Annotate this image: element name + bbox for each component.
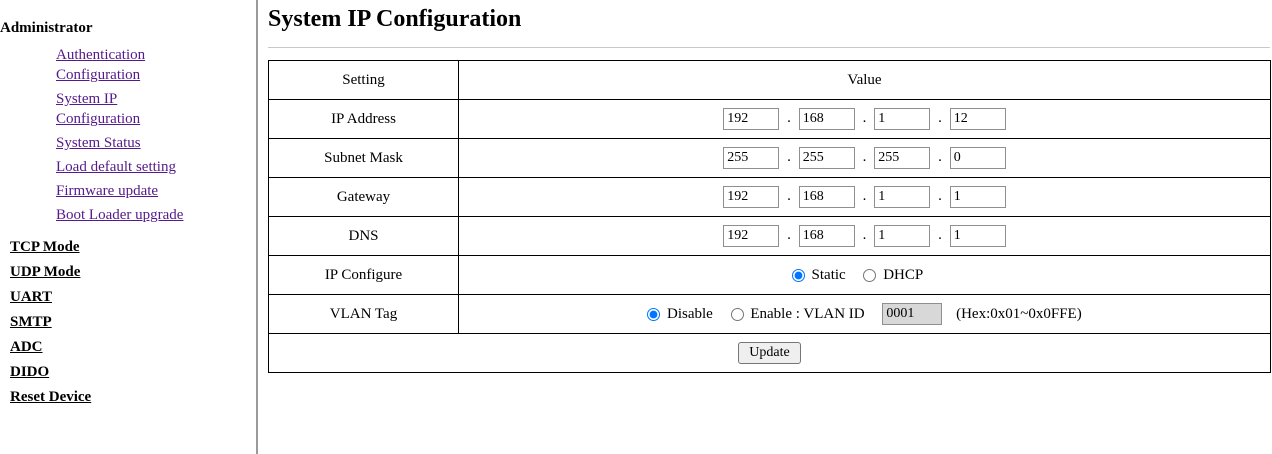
table-header-row	[269, 61, 1271, 100]
vlan-id-input[interactable]	[882, 303, 942, 325]
table-row-dns	[269, 217, 1271, 256]
ip-address-dot-1: .	[787, 110, 791, 126]
subnet-mask-octets	[723, 147, 1006, 169]
value-vlan-tag	[459, 295, 1271, 334]
sidebar	[0, 0, 258, 454]
ip-address-octet-4[interactable]	[950, 108, 1006, 130]
subnet-mask-octet-2[interactable]	[799, 147, 855, 169]
value-gateway	[459, 178, 1271, 217]
vlan-id-hint: (Hex:0x01~0x0FFE)	[956, 305, 1082, 322]
ip-address-octet-2[interactable]	[799, 108, 855, 130]
ip-address-dot-2: .	[862, 110, 867, 126]
sidebar-item-load-default-setting[interactable]: Load default setting	[56, 159, 176, 175]
header-setting: Setting	[269, 61, 459, 100]
gateway-octet-2[interactable]	[799, 186, 855, 208]
vlan-enable-label: Enable : VLAN ID	[750, 305, 865, 322]
update-button[interactable]: Update	[738, 342, 800, 364]
ip-address-octet-1[interactable]	[723, 108, 779, 130]
vlan-disable-radio[interactable]	[647, 308, 660, 321]
gateway-dot-3: .	[938, 188, 942, 204]
vlan-enable-radio[interactable]	[731, 308, 744, 321]
table-row-gateway	[269, 178, 1271, 217]
title-divider	[268, 47, 1270, 48]
value-ip-configure	[459, 256, 1271, 295]
label-ip-configure: IP Configure	[269, 256, 459, 295]
vlan-disable-label: Disable	[667, 305, 713, 322]
main-content	[268, 0, 1272, 373]
ip-address-octets	[723, 108, 1006, 130]
sidebar-item-udp-mode[interactable]: UDP Mode	[10, 264, 81, 280]
label-dns: DNS	[269, 217, 459, 256]
gateway-octet-1[interactable]	[723, 186, 779, 208]
dns-octets	[723, 225, 1006, 247]
dns-octet-3[interactable]	[874, 225, 930, 247]
dns-octet-1[interactable]	[723, 225, 779, 247]
sidebar-title: Administrator	[0, 20, 93, 36]
gateway-octets	[723, 186, 1006, 208]
label-gateway: Gateway	[269, 178, 459, 217]
subnet-mask-octet-1[interactable]	[723, 147, 779, 169]
table-row-vlan-tag	[269, 295, 1271, 334]
header-value: Value	[459, 61, 1271, 100]
ip-address-octet-3[interactable]	[874, 108, 930, 130]
ip-address-dot-3: .	[938, 110, 942, 126]
sidebar-item-dido[interactable]: DIDO	[10, 364, 50, 380]
subnet-mask-dot-1: .	[787, 149, 791, 165]
sidebar-item-firmware-update[interactable]: Firmware update	[56, 183, 159, 199]
dns-dot-1: .	[787, 227, 791, 243]
gateway-dot-2: .	[862, 188, 867, 204]
subnet-mask-dot-2: .	[862, 149, 867, 165]
subnet-mask-octet-4[interactable]	[950, 147, 1006, 169]
sidebar-main-links	[0, 235, 256, 410]
sidebar-item-system-ip-configuration[interactable]: System IP Configuration	[56, 91, 141, 127]
label-subnet-mask: Subnet Mask	[269, 139, 459, 178]
subnet-mask-octet-3[interactable]	[874, 147, 930, 169]
ip-configure-static-label: Static	[811, 266, 846, 283]
sidebar-item-system-status[interactable]: System Status	[56, 135, 141, 151]
update-cell	[269, 334, 1271, 373]
sidebar-sub-links	[0, 45, 256, 225]
label-ip-address: IP Address	[269, 100, 459, 139]
sidebar-item-reset-device[interactable]: Reset Device	[10, 389, 92, 405]
dns-octet-2[interactable]	[799, 225, 855, 247]
sidebar-item-authentication-configuration[interactable]: Authentication Configuration	[56, 47, 146, 83]
sidebar-item-smtp[interactable]: SMTP	[10, 314, 52, 330]
value-ip-address	[459, 100, 1271, 139]
dns-octet-4[interactable]	[950, 225, 1006, 247]
table-row-ip-configure	[269, 256, 1271, 295]
sidebar-item-boot-loader-upgrade[interactable]: Boot Loader upgrade	[56, 207, 184, 223]
sidebar-item-adc[interactable]: ADC	[10, 339, 43, 355]
sidebar-item-uart[interactable]: UART	[10, 289, 52, 305]
ip-configure-dhcp-radio[interactable]	[863, 269, 876, 282]
ip-configure-dhcp-label: DHCP	[883, 266, 924, 283]
gateway-octet-4[interactable]	[950, 186, 1006, 208]
dns-dot-2: .	[862, 227, 867, 243]
table-row-subnet-mask	[269, 139, 1271, 178]
page-title: System IP Configuration	[268, 6, 522, 32]
subnet-mask-dot-3: .	[938, 149, 942, 165]
value-subnet-mask	[459, 139, 1271, 178]
table-row-actions	[269, 334, 1271, 373]
gateway-octet-3[interactable]	[874, 186, 930, 208]
value-dns	[459, 217, 1271, 256]
ip-configure-static-radio[interactable]	[792, 269, 805, 282]
table-row-ip-address	[269, 100, 1271, 139]
gateway-dot-1: .	[787, 188, 791, 204]
system-ip-configuration-table	[268, 60, 1271, 373]
dns-dot-3: .	[938, 227, 942, 243]
label-vlan-tag: VLAN Tag	[269, 295, 459, 334]
sidebar-item-tcp-mode[interactable]: TCP Mode	[10, 239, 80, 255]
